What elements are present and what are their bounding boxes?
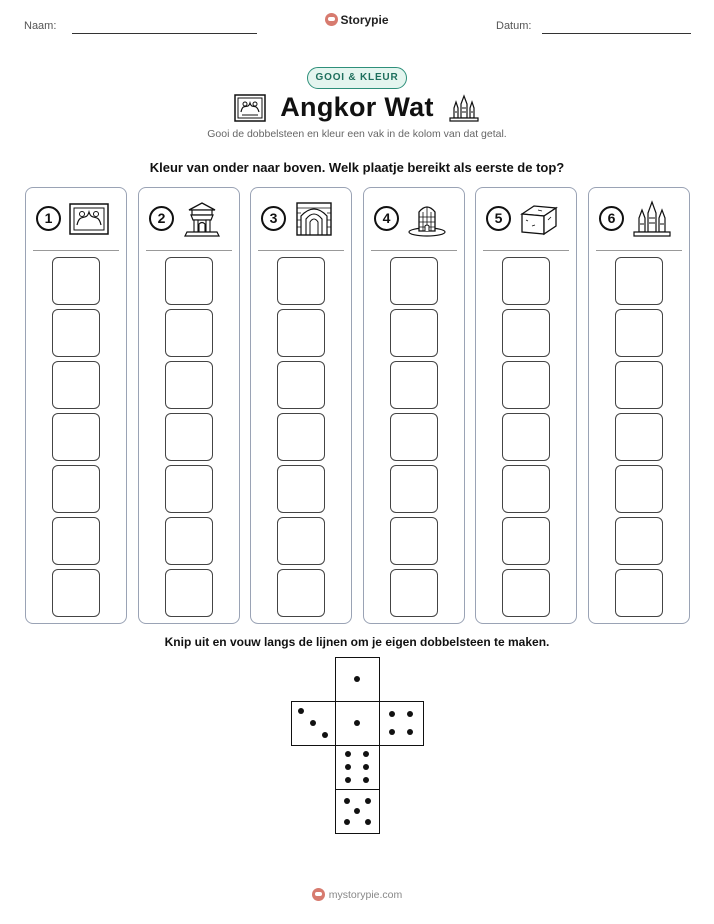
column-2 [138, 187, 240, 624]
column-6 [588, 187, 690, 624]
color-cell[interactable] [165, 309, 213, 357]
die-pip [365, 819, 371, 825]
color-cell[interactable] [390, 517, 438, 565]
page-title: Angkor Wat [280, 92, 434, 122]
color-cell[interactable] [390, 569, 438, 617]
name-label: Naam: [24, 20, 57, 32]
die-pip [344, 798, 350, 804]
footer [0, 888, 714, 901]
die-pip [322, 732, 328, 738]
color-cell[interactable] [165, 257, 213, 305]
angkor-temple-icon [631, 200, 673, 238]
subtitle: Gooi de dobbelsteen en kleur een vak in de kolom van dat getal. [207, 128, 507, 140]
color-cell[interactable] [502, 569, 550, 617]
column-number: 2 [149, 206, 174, 231]
die-pip [407, 729, 413, 735]
storypie-logo-icon [312, 888, 325, 901]
color-cell[interactable] [615, 569, 663, 617]
die-pip [345, 777, 351, 783]
game-instruction: Kleur van onder naar boven. Welk plaatje bereikt als eerste de top? [149, 160, 565, 175]
color-cell[interactable] [502, 257, 550, 305]
die-face-right [379, 701, 424, 746]
die-pip [365, 798, 371, 804]
die-pip [363, 751, 369, 757]
column-1 [25, 187, 127, 624]
date-line[interactable] [542, 33, 691, 34]
die-pip [345, 751, 351, 757]
die-pip [363, 777, 369, 783]
temple-gate-icon [181, 200, 223, 238]
color-cell[interactable] [615, 465, 663, 513]
column-number: 3 [261, 206, 286, 231]
carved-relief-icon [68, 200, 110, 238]
color-cell[interactable] [615, 309, 663, 357]
die-pip [389, 729, 395, 735]
die-face-bottom [335, 789, 380, 834]
column-number: 6 [599, 206, 624, 231]
die-face-top [335, 657, 380, 702]
brand-logo [0, 13, 714, 27]
color-cell[interactable] [502, 361, 550, 409]
column-5 [475, 187, 577, 624]
color-cell[interactable] [52, 465, 100, 513]
angkor-temple-icon [448, 94, 480, 122]
die-pip [298, 708, 304, 714]
color-cell[interactable] [615, 517, 663, 565]
color-cell[interactable] [390, 309, 438, 357]
die-pip [344, 819, 350, 825]
die-face-left [291, 701, 336, 746]
color-cell[interactable] [165, 465, 213, 513]
color-cell[interactable] [390, 465, 438, 513]
title-row [0, 92, 714, 124]
column-number: 1 [36, 206, 61, 231]
color-cell[interactable] [52, 257, 100, 305]
die-pip [354, 676, 360, 682]
die-pip [354, 808, 360, 814]
column-header [26, 188, 126, 252]
column-header [251, 188, 351, 252]
date-label: Datum: [496, 20, 532, 32]
die-pip [354, 720, 360, 726]
column-number: 4 [374, 206, 399, 231]
color-cell[interactable] [390, 257, 438, 305]
color-cell[interactable] [502, 309, 550, 357]
color-cell[interactable] [165, 361, 213, 409]
color-cell[interactable] [165, 413, 213, 461]
color-cell[interactable] [165, 517, 213, 565]
color-cell[interactable] [502, 465, 550, 513]
column-header [476, 188, 576, 252]
brand-name: Storypie [340, 13, 389, 27]
column-4 [363, 187, 465, 624]
column-header [364, 188, 464, 252]
die-face-lower [335, 745, 380, 790]
die-pip [345, 764, 351, 770]
color-cell[interactable] [390, 413, 438, 461]
storypie-logo-icon [325, 13, 338, 26]
die-face-center [335, 701, 380, 746]
color-cell[interactable] [165, 569, 213, 617]
color-cell[interactable] [277, 309, 325, 357]
color-cell[interactable] [52, 413, 100, 461]
column-number: 5 [486, 206, 511, 231]
color-cell[interactable] [277, 517, 325, 565]
color-cell[interactable] [277, 361, 325, 409]
color-cell[interactable] [277, 257, 325, 305]
column-3 [250, 187, 352, 624]
die-pip [407, 711, 413, 717]
stone-block-icon [518, 200, 560, 238]
carved-relief-icon [234, 94, 266, 122]
color-cell[interactable] [52, 569, 100, 617]
category-badge: GOOI & KLEUR [307, 67, 407, 89]
color-cell[interactable] [277, 465, 325, 513]
color-cell[interactable] [277, 569, 325, 617]
color-cell[interactable] [502, 413, 550, 461]
color-cell[interactable] [615, 413, 663, 461]
color-cell[interactable] [615, 257, 663, 305]
color-cell[interactable] [277, 413, 325, 461]
stone-tower-icon [406, 200, 448, 238]
column-header [139, 188, 239, 252]
color-cell[interactable] [52, 361, 100, 409]
color-cell[interactable] [52, 517, 100, 565]
color-cell[interactable] [390, 361, 438, 409]
footer-url[interactable]: mystorypie.com [328, 889, 403, 901]
die-pip [310, 720, 316, 726]
color-cell[interactable] [502, 517, 550, 565]
stone-corridor-icon [293, 200, 335, 238]
name-line[interactable] [72, 33, 257, 34]
dice-instruction: Knip uit en vouw langs de lijnen om je eigen dobbelsteen te maken. [164, 635, 550, 649]
column-header [589, 188, 689, 252]
color-cell[interactable] [615, 361, 663, 409]
die-pip [363, 764, 369, 770]
color-cell[interactable] [52, 309, 100, 357]
die-pip [389, 711, 395, 717]
